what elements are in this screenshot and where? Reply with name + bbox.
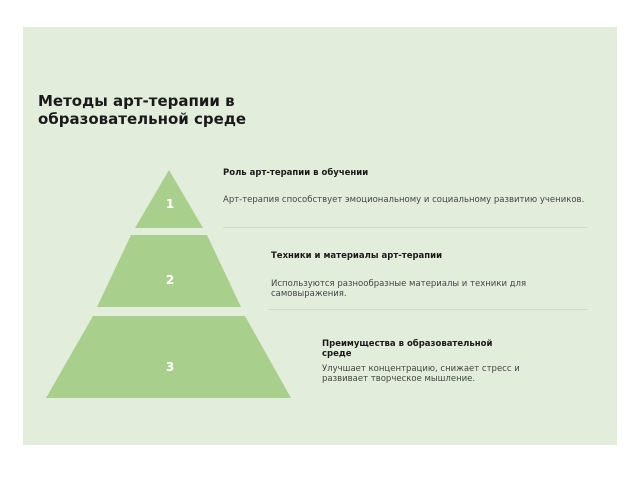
level-2-description: Используются разнообразные материалы и техники для самовыражения. <box>271 279 527 299</box>
level-2-divider <box>268 309 588 310</box>
level-2-number: 2 <box>165 273 175 287</box>
pyramid-level-3 <box>46 316 291 398</box>
pyramid-level-2 <box>97 235 241 307</box>
level-1-heading: Роль арт-терапии в обучении <box>223 168 369 178</box>
level-3-description: Улучшает концентрацию, снижает стресс и развивает творческое мышление. <box>322 364 520 384</box>
level-2-heading: Техники и материалы арт-терапии <box>271 251 443 261</box>
level-1-description: Арт-терапия способствует эмоциональному и социальному развитию учеников. <box>223 195 585 205</box>
level-1-number: 1 <box>165 197 175 211</box>
level-3-number: 3 <box>165 360 175 374</box>
level-1-divider <box>223 227 588 228</box>
slide-title: Методы арт-терапии в образовательной среде <box>38 92 247 128</box>
level-3-heading: Преимущества в образовательной среде <box>322 339 493 359</box>
